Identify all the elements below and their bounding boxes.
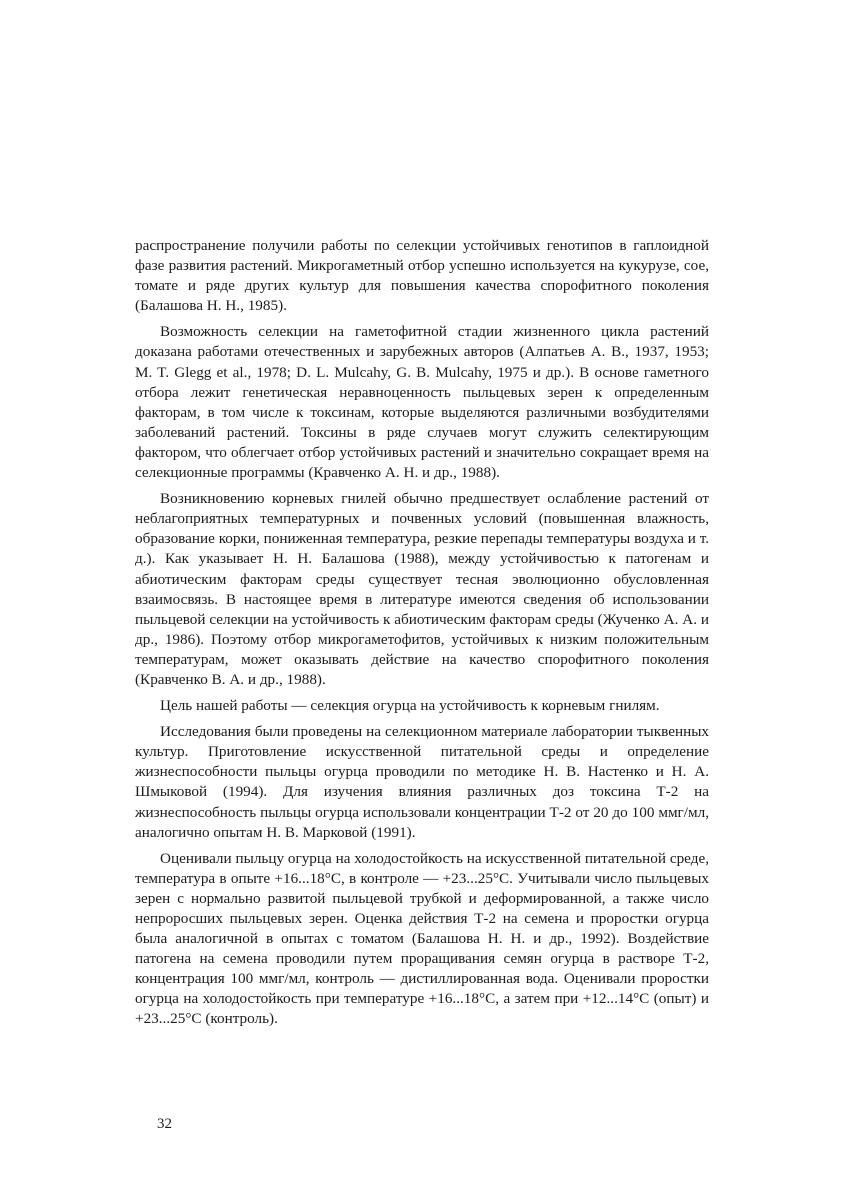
paragraph-2: Возможность селекции на гаметофитной стадии жизненного цикла растений доказана работами отечественных и зарубежных авторов (Алпатьев А. В., 1937, 1953; M. T. Glegg et al., 1978; D. L. Mulcahy, G. B. Mulcahy, 1975 и др.). В основе гаметного отбора лежит генетическая неравноценность пыльцевых зерен к определенным факторам, в том числе к токсинам, которые выделяются различными возбудителями заболеваний растений. Токсины в ряде случаев могут служить селектирующим фактором, что облегчает отбор устойчивых растений и значительно сокращает время на селекционные программы (Кравченко А. Н. и др., 1988). [135, 323, 709, 482]
paragraph-4: Цель нашей работы — селекция огурца на устойчивость к корневым гнилям. [160, 697, 660, 715]
paragraph-6: Оценивали пыльцу огурца на холодостойкость на искусственной питательной среде, температура в опыте +16...18°С, в контроле — +23...25°С. Учитывали число пыльцевых зерен с нормально развитой пыльцевой трубкой и деформированной, а также число непроросших пыльцевых зерен. Оценка действия Т-2 на семена и проростки огурца была аналогичной в опытах с томатом (Балашова Н. Н. и др., 1992). Воздействие патогена на семена проводили путем проращивания семян огурца в растворе Т-2, концентрация 100 ммг/мл, контроль — дистиллированная вода. Оценивали проростки огурца на холодостойкость при температуре +16...18°С, а затем при +12...14°С (опыт) и +23...25°С (контроль). [135, 849, 709, 1028]
paragraph-5: Исследования были проведены на селекционном материале лаборатории тыквенных культур. Приготовление искусственной питательной среды и определение жизнеспособности пыльцы огурца проводили по методике Н. В. Настенко и Н. А. Шмыковой (1994). Для изучения влияния различных доз токсина Т-2 на жизнеспособность пыльцы огурца использовали концентрации Т-2 от 20 до 100 ммг/мл, аналогично опытам Н. В. Марковой (1991). [135, 723, 709, 841]
paragraph-3: Возникновению корневых гнилей обычно предшествует ослабление растений от неблагоприятных температурных и почвенных условий (повышенная влажность, образование корки, пониженная температура, резкие перепады температуры воздуха и т. д.). Как указывает Н. Н. Балашова (1988), между устойчивостью к патогенам и абиотическим факторам среды существует тесная эволюционно обусловленная взаимосвязь. В настоящее время в литературе имеются сведения об использовании пыльцевой селекции на устойчивость к абиотическим факторам среды (Жученко А. А. и др., 1986). Поэтому отбор микрогаметофитов, устойчивых к низким положительным температурам, может оказывать действие на качество спорофитного поколения (Кравченко В. А. и др., 1988). [135, 490, 709, 688]
paragraph-1: распространение получили работы по селекции устойчивых генотипов в гаплоидной фазе развития растений. Микрогаметный отбор успешно используется на кукурузе, сое, томате и ряде других культур для повышения качества спорофитного поколения (Балашова Н. Н., 1985). [135, 237, 709, 315]
page-number: 32 [157, 1116, 172, 1132]
body-text [135, 236, 709, 1036]
